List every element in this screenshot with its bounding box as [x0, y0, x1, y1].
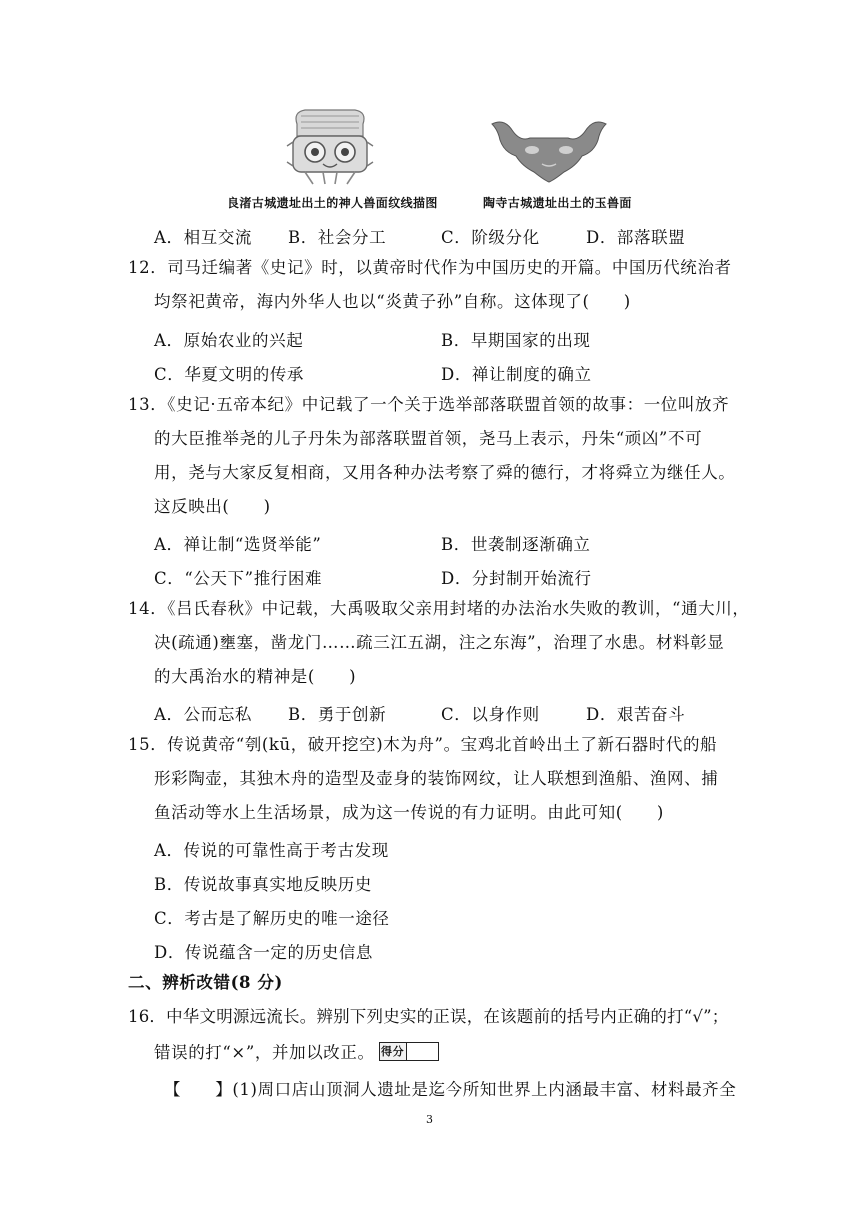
q11-option-d: D．部落联盟 — [586, 228, 686, 247]
q15-option-a: A．传说的可靠性高于考古发现 — [154, 841, 389, 860]
god-beast-face-illustration — [283, 106, 377, 186]
q16-stem-line-2 — [154, 1043, 439, 1063]
q15-option-c: C．考古是了解历史的唯一途径 — [154, 909, 390, 928]
q12-option-d: D．禅让制度的确立 — [441, 365, 592, 384]
taosi-figure — [490, 116, 608, 184]
q13-stem-line: 的大臣推举尧的儿子丹朱为部落联盟首领，尧马上表示，丹朱“顽凶”不可 — [154, 429, 703, 448]
score-box — [379, 1042, 439, 1061]
q13-stem-line: 用，尧与大家反复相商，又用各种办法考察了舜的德行，才将舜立为继任人。 — [154, 463, 736, 482]
q13-option-c: C．“公天下”推行困难 — [154, 569, 323, 588]
q16-stem-line: 错误的打“×”，并加以改正。 — [154, 1043, 375, 1062]
q15-stem-line: 15．传说黄帝“刳(kū，破开挖空)木为舟”。宝鸡北首岭出土了新石器时代的船 — [128, 735, 718, 754]
score-label: 得分 — [380, 1043, 407, 1060]
q15-stem-line: 形彩陶壶，其独木舟的造型及壶身的装饰网纹，让人联想到渔船、渔网、捕 — [154, 769, 719, 788]
q14-option-a: A．公而忘私 — [154, 705, 253, 724]
q15-option-d: D．传说蕴含一定的历史信息 — [154, 943, 374, 962]
q15-stem-line: 鱼活动等水上生活场景，成为这一传说的有力证明。由此可知( ) — [154, 803, 664, 822]
q14-option-d: D．艰苦奋斗 — [586, 705, 686, 724]
q14-option-c: C．以身作则 — [441, 705, 540, 724]
q13-option-a: A．禅让制“选贤举能” — [154, 535, 322, 554]
figure-right-caption: 陶寺古城遗址出土的玉兽面 — [483, 196, 632, 210]
q12-stem-line: 12．司马迁编著《史记》时，以黄帝时代作为中国历史的开篇。中国历代统治者 — [128, 258, 732, 277]
q14-stem-line: 14．《吕氏春秋》中记载，大禹吸取父亲用封堵的办法治水失败的教训，“通大川， — [128, 599, 750, 618]
q16-item-1: 【 】(1)周口店山顶洞人遗址是迄今所知世界上内涵最丰富、材料最齐全 — [164, 1080, 737, 1099]
figure-left-caption: 良渚古城遗址出土的神人兽面纹线描图 — [227, 196, 438, 210]
jade-beast-mask-illustration — [490, 116, 608, 184]
q12-option-b: B．早期国家的出现 — [441, 331, 591, 350]
q14-stem-line: 决(疏通)壅塞，凿龙门……疏三江五湖，注之东海”，治理了水患。材料彰显 — [154, 633, 725, 652]
section-2-title: 二、辨析改错(8 分) — [128, 973, 283, 992]
q12-stem-line: 均祭祀黄帝，海内外华人也以“炎黄子孙”自称。这体现了( ) — [154, 292, 631, 311]
q15-option-b: B．传说故事真实地反映历史 — [154, 875, 372, 894]
q11-option-b: B．社会分工 — [288, 228, 387, 247]
page-number: 3 — [426, 1113, 433, 1126]
q11-option-a: A．相互交流 — [154, 228, 253, 247]
q13-option-b: B．世袭制逐渐确立 — [441, 535, 591, 554]
q13-stem-line: 13．《史记·五帝本纪》中记载了一个关于选举部落联盟首领的故事：一位叫放齐 — [128, 395, 730, 414]
q12-option-c: C．华夏文明的传承 — [154, 365, 305, 384]
q14-stem-line: 的大禹治水的精神是( ) — [154, 667, 357, 686]
liangzhu-figure — [283, 106, 377, 186]
q13-option-d: D．分封制开始流行 — [441, 569, 592, 588]
q14-option-b: B．勇于创新 — [288, 705, 387, 724]
q11-option-c: C．阶级分化 — [441, 228, 540, 247]
q12-option-a: A．原始农业的兴起 — [154, 331, 304, 350]
q13-stem-line: 这反映出( ) — [154, 497, 271, 516]
q16-stem-line: 16．中华文明源远流长。辨别下列史实的正误，在该题前的括号内正确的打“√”； — [128, 1007, 729, 1026]
